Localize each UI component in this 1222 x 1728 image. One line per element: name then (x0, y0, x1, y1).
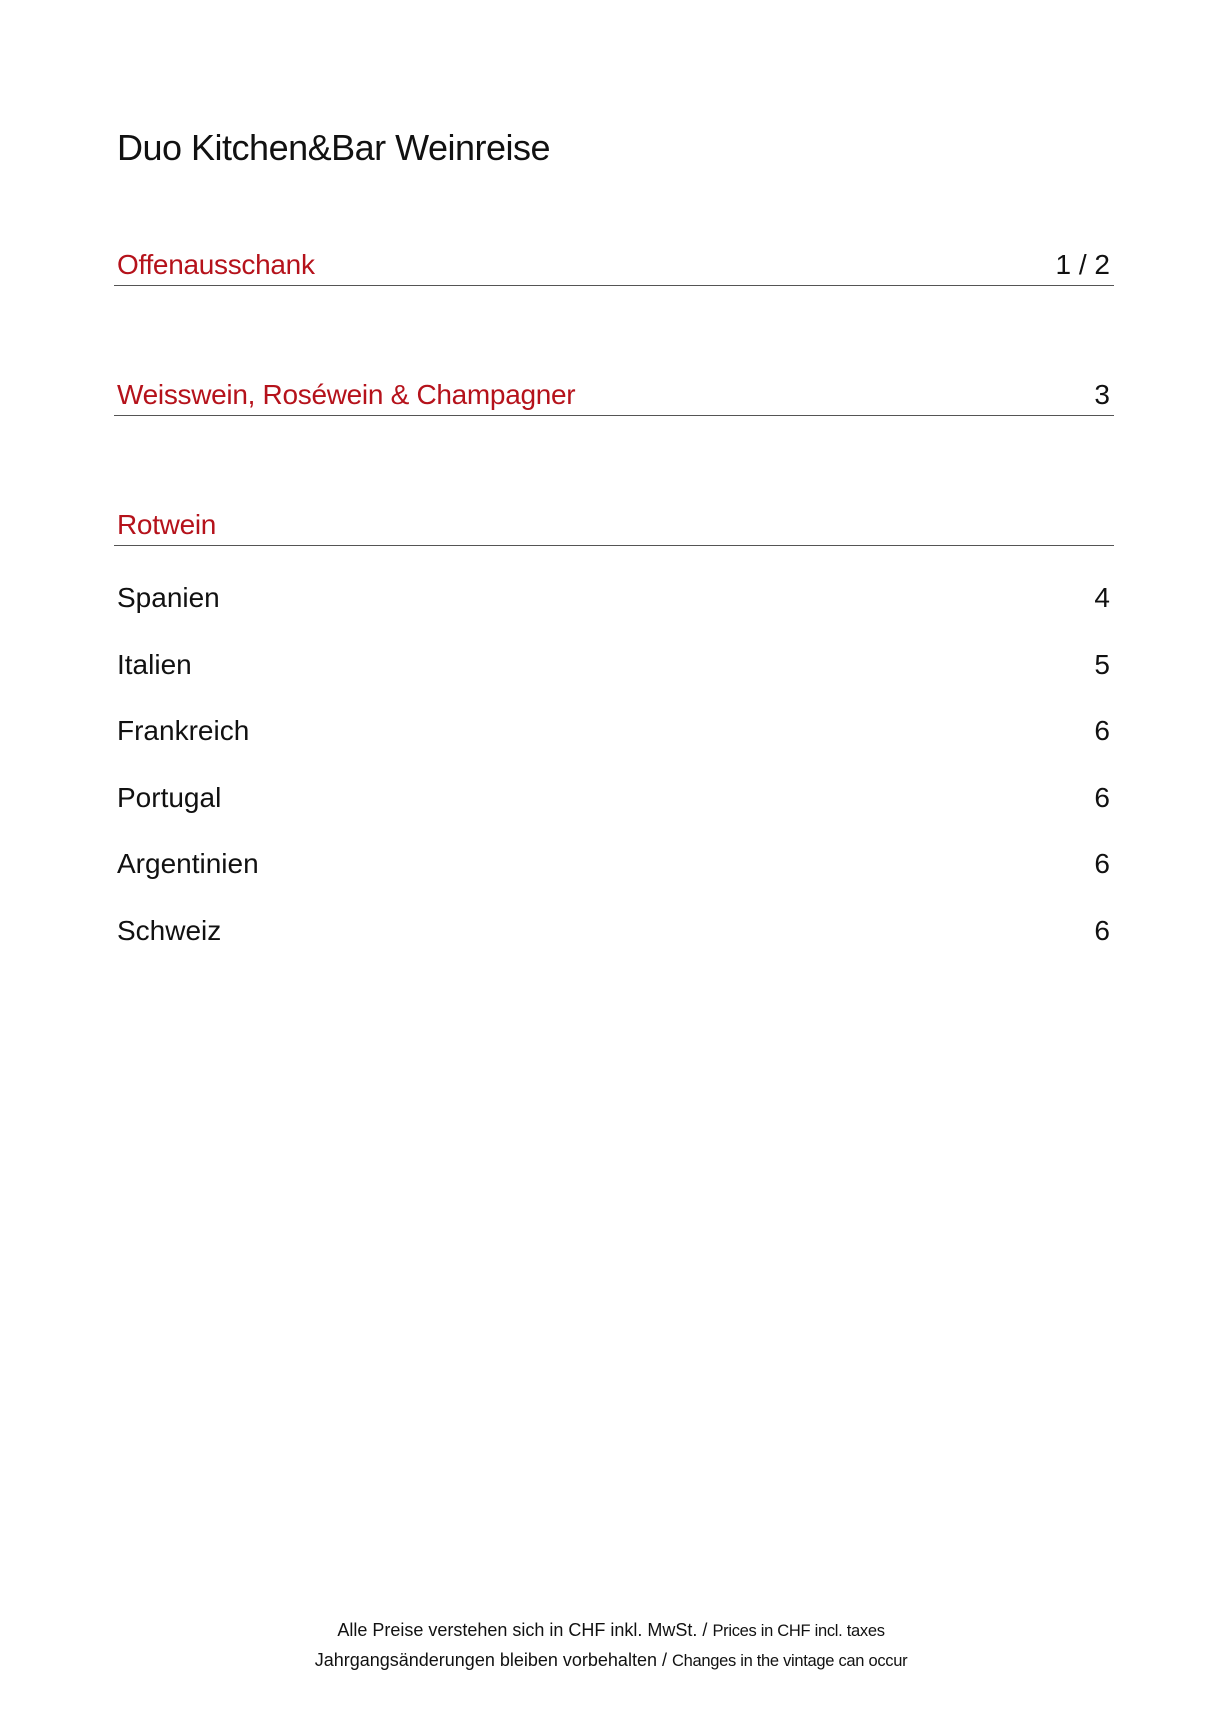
rotwein-country-list (117, 581, 1114, 980)
footer-prices-en: Prices in CHF incl. taxes (712, 1622, 885, 1640)
country-label: Italien (117, 648, 192, 680)
section-offenausschank (114, 248, 1114, 286)
footer-prices-de: Alle Preise verstehen sich in CHF inkl. MwSt. / (337, 1620, 708, 1640)
country-page-number: 6 (1094, 781, 1110, 813)
list-item (117, 914, 1114, 981)
country-label: Spanien (117, 582, 220, 613)
country-page-number: 5 (1094, 648, 1110, 680)
section-page-number: 3 (1094, 379, 1110, 410)
section-header-row (114, 248, 1114, 285)
footer-vintage-de: Jahrgangsänderungen bleiben vorbehalten / (314, 1650, 667, 1670)
section-title: Weisswein, Roséwein & Champagner (117, 379, 576, 410)
footer-vintage-en: Changes in the vintage can occur (671, 1652, 908, 1670)
country-label: Schweiz (117, 914, 222, 946)
list-item (117, 648, 1114, 715)
list-item (117, 581, 1114, 648)
section-page-number: 1 / 2 (1055, 249, 1110, 280)
list-item (117, 714, 1114, 781)
country-label: Portugal (117, 781, 222, 813)
section-title: Offenausschank (117, 249, 315, 280)
section-weisswein (114, 378, 1114, 416)
page-title: Duo Kitchen&Bar Weinreise (117, 127, 551, 168)
country-label: Frankreich (117, 715, 250, 746)
section-title: Rotwein (117, 509, 217, 540)
country-label: Argentinien (117, 848, 259, 879)
country-page-number: 6 (1094, 848, 1110, 879)
country-page-number: 6 (1094, 914, 1110, 946)
list-item (117, 781, 1114, 848)
country-page-number: 6 (1094, 715, 1110, 746)
country-page-number: 4 (1094, 582, 1110, 613)
footer-note (0, 1616, 1222, 1676)
section-header-row (114, 508, 1114, 545)
section-rotwein (114, 508, 1114, 546)
footer-line-prices (0, 1616, 1222, 1646)
section-header-row (114, 378, 1114, 415)
footer-line-vintage (0, 1646, 1222, 1676)
list-item (117, 847, 1114, 914)
